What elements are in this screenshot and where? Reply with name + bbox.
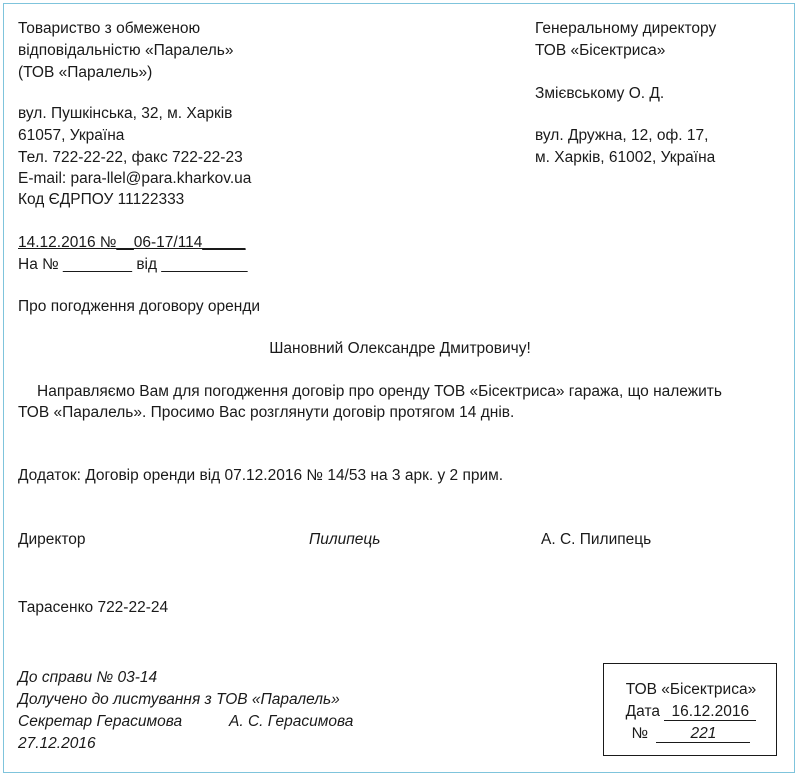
resolution-line1: До справи № 03-14 xyxy=(18,669,158,686)
recipient-name: Змієвському О. Д. xyxy=(535,85,665,102)
stamp-org: ТОВ «Бісектриса» xyxy=(625,681,757,698)
recipient-address-line2: м. Харків, 61002, Україна xyxy=(535,149,716,166)
body-line1: Направляємо Вам для погодження договір про оренду ТОВ «Бісектриса» гаража, що належить xyxy=(37,383,722,400)
sender-name-line2: відповідальністю «Паралель» xyxy=(18,42,234,59)
stamp-date-row xyxy=(604,701,778,723)
sender-address-line1: вул. Пушкінська, 32, м. Харків xyxy=(18,105,233,122)
body-line2: ТОВ «Паралель». Просимо Вас розглянути договір протягом 14 днів. xyxy=(18,404,515,421)
registration-stamp xyxy=(603,663,777,756)
sender-email: E-mail: para-llel@para.kharkov.ua xyxy=(18,170,252,187)
recipient-position-line1: Генеральному директору xyxy=(535,20,717,37)
sender-name-short: (ТОВ «Паралель») xyxy=(18,64,153,81)
recipient-address-line1: вул. Дружна, 12, оф. 17, xyxy=(535,127,709,144)
stamp-number-value: 221 xyxy=(656,726,750,743)
salutation: Шановний Олександре Дмитровичу! xyxy=(269,340,531,357)
sender-phone: Тел. 722-22-22, факс 722-22-23 xyxy=(18,149,243,166)
stamp-number-label: № xyxy=(631,725,649,742)
resolution-line2: Долучено до листування з ТОВ «Паралель» xyxy=(18,691,340,708)
outgoing-reg-number: 14.12.2016 №__06-17/114_____ xyxy=(18,234,246,251)
resolution-secretary: Секретар Герасимова xyxy=(18,713,183,730)
stamp-date-value: 16.12.2016 xyxy=(664,704,756,721)
signature-handwritten: Пилипець xyxy=(309,531,381,548)
sender-edrpou: Код ЄДРПОУ 11122333 xyxy=(18,191,185,208)
sender-name-line1: Товариство з обмеженою xyxy=(18,20,201,37)
recipient-position-line2: ТОВ «Бісектриса» xyxy=(535,42,666,59)
reply-to-reference: На № ________ від __________ xyxy=(18,256,248,273)
stamp-date-label: Дата xyxy=(625,703,660,720)
sender-address-line2: 61057, Україна xyxy=(18,127,125,144)
signature-position: Директор xyxy=(18,531,86,548)
stamp-number-row xyxy=(604,723,778,745)
resolution-date: 27.12.2016 xyxy=(18,735,96,752)
letter-subject: Про погодження договору оренди xyxy=(18,298,261,315)
signature-name: А. С. Пилипець xyxy=(541,531,652,548)
resolution-secretary-name: А. С. Герасимова xyxy=(229,713,354,730)
attachment-note: Додаток: Договір оренди від 07.12.2016 № 14/53 на 3 арк. у 2 прим. xyxy=(18,467,504,484)
executor-note: Тарасенко 722-22-24 xyxy=(18,599,169,616)
